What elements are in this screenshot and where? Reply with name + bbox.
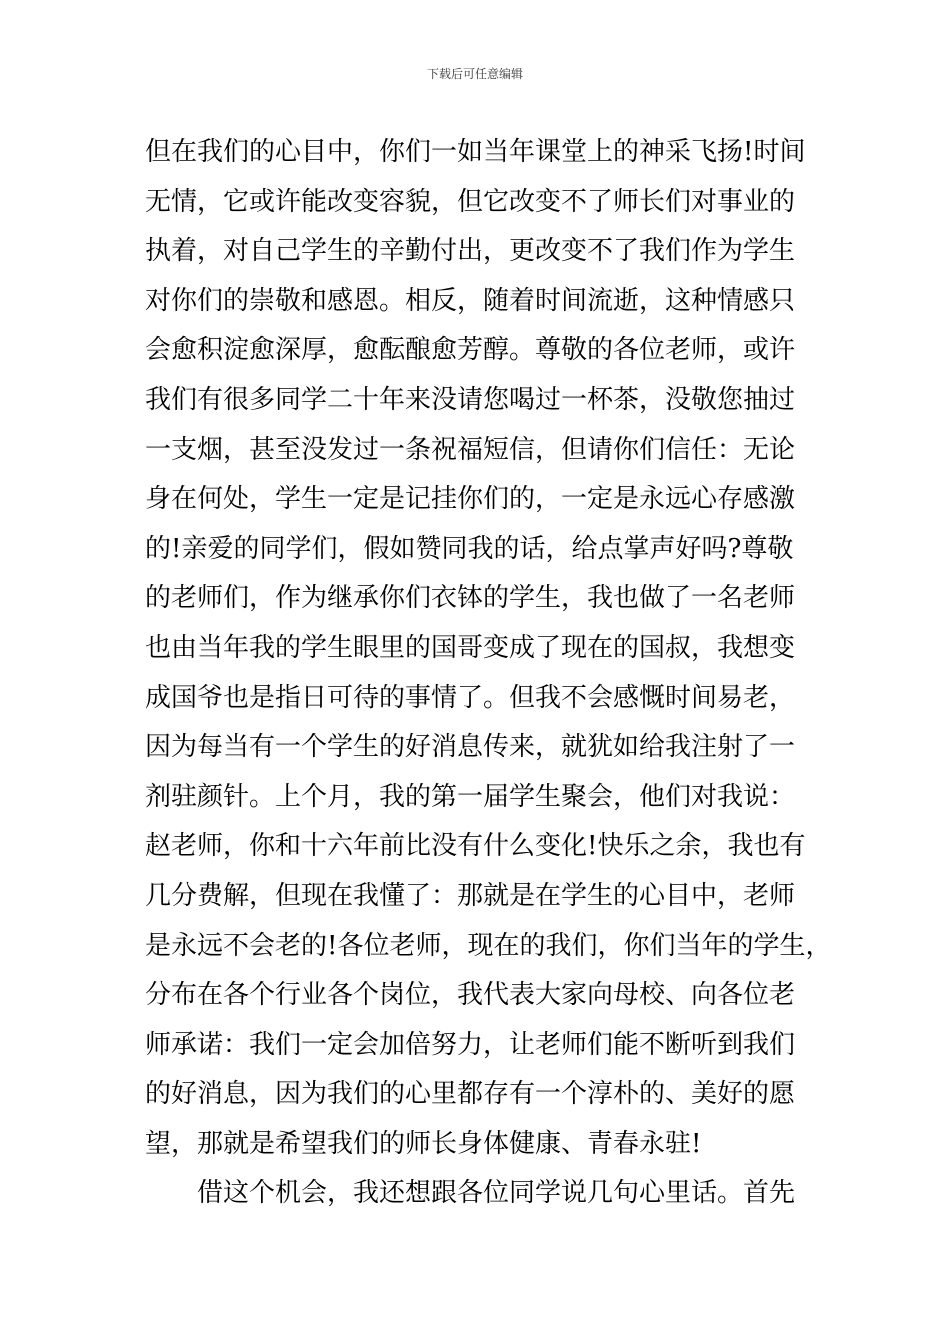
text-line: 对你们的崇敬和感恩。相反，随着时间流逝，这种情感只 [145, 285, 796, 316]
text-line: 一支烟，甚至没发过一条祝福短信，但请你们信任：无论 [145, 434, 796, 465]
text-line: 是永远不会老的!各位老师，现在的我们，你们当年的学生， [145, 930, 832, 961]
text-line: 但在我们的心目中，你们一如当年课堂上的神采飞扬!时间 [145, 137, 806, 167]
text-line: 也由当年我的学生眼里的国哥变成了现在的国叔，我想变 [145, 632, 796, 663]
text-line: 的好消息，因为我们的心里都存有一个淳朴的、美好的愿 [145, 1079, 796, 1110]
text-line: 成国爷也是指日可待的事情了。但我不会感慨时间易老， [145, 682, 796, 713]
text-line: 的老师们，作为继承你们衣钵的学生，我也做了一名老师 [145, 583, 796, 614]
text-line: 执着，对自己学生的辛勤付出，更改变不了我们作为学生 [145, 236, 796, 267]
text-line: 身在何处，学生一定是记挂你们的，一定是永远心存感激 [145, 484, 796, 515]
text-line: 我们有很多同学二十年来没请您喝过一杯茶，没敬您抽过 [145, 384, 796, 415]
paragraph-first-line: 借这个机会，我还想跟各位同学说几句心里话。首先 [197, 1178, 796, 1209]
text-line: 会愈积淀愈深厚，愈酝酿愈芳醇。尊敬的各位老师，或许 [145, 335, 796, 366]
text-line: 分布在各个行业各个岗位，我代表大家向母校、向各位老 [145, 980, 796, 1011]
text-line: 望，那就是希望我们的师长身体健康、青春永驻! [145, 1128, 702, 1159]
page-header: 下载后可任意编辑 [426, 67, 523, 81]
text-line: 无情，它或许能改变容貌，但它改变不了师长们对事业的 [145, 186, 796, 217]
text-line: 因为每当有一个学生的好消息传来，就犹如给我注射了一 [145, 732, 796, 763]
text-line: 剂驻颜针。上个月，我的第一届学生聚会，他们对我说： [145, 781, 796, 812]
text-line: 的!亲爱的同学们，假如赞同我的话，给点掌声好吗?尊敬 [145, 533, 794, 564]
text-line: 赵老师，你和十六年前比没有什么变化!快乐之余，我也有 [145, 831, 806, 862]
text-line: 几分费解，但现在我懂了：那就是在学生的心目中，老师 [145, 880, 796, 911]
body-text [145, 128, 835, 1219]
text-line: 师承诺：我们一定会加倍努力，让老师们能不断听到我们 [145, 1029, 796, 1060]
